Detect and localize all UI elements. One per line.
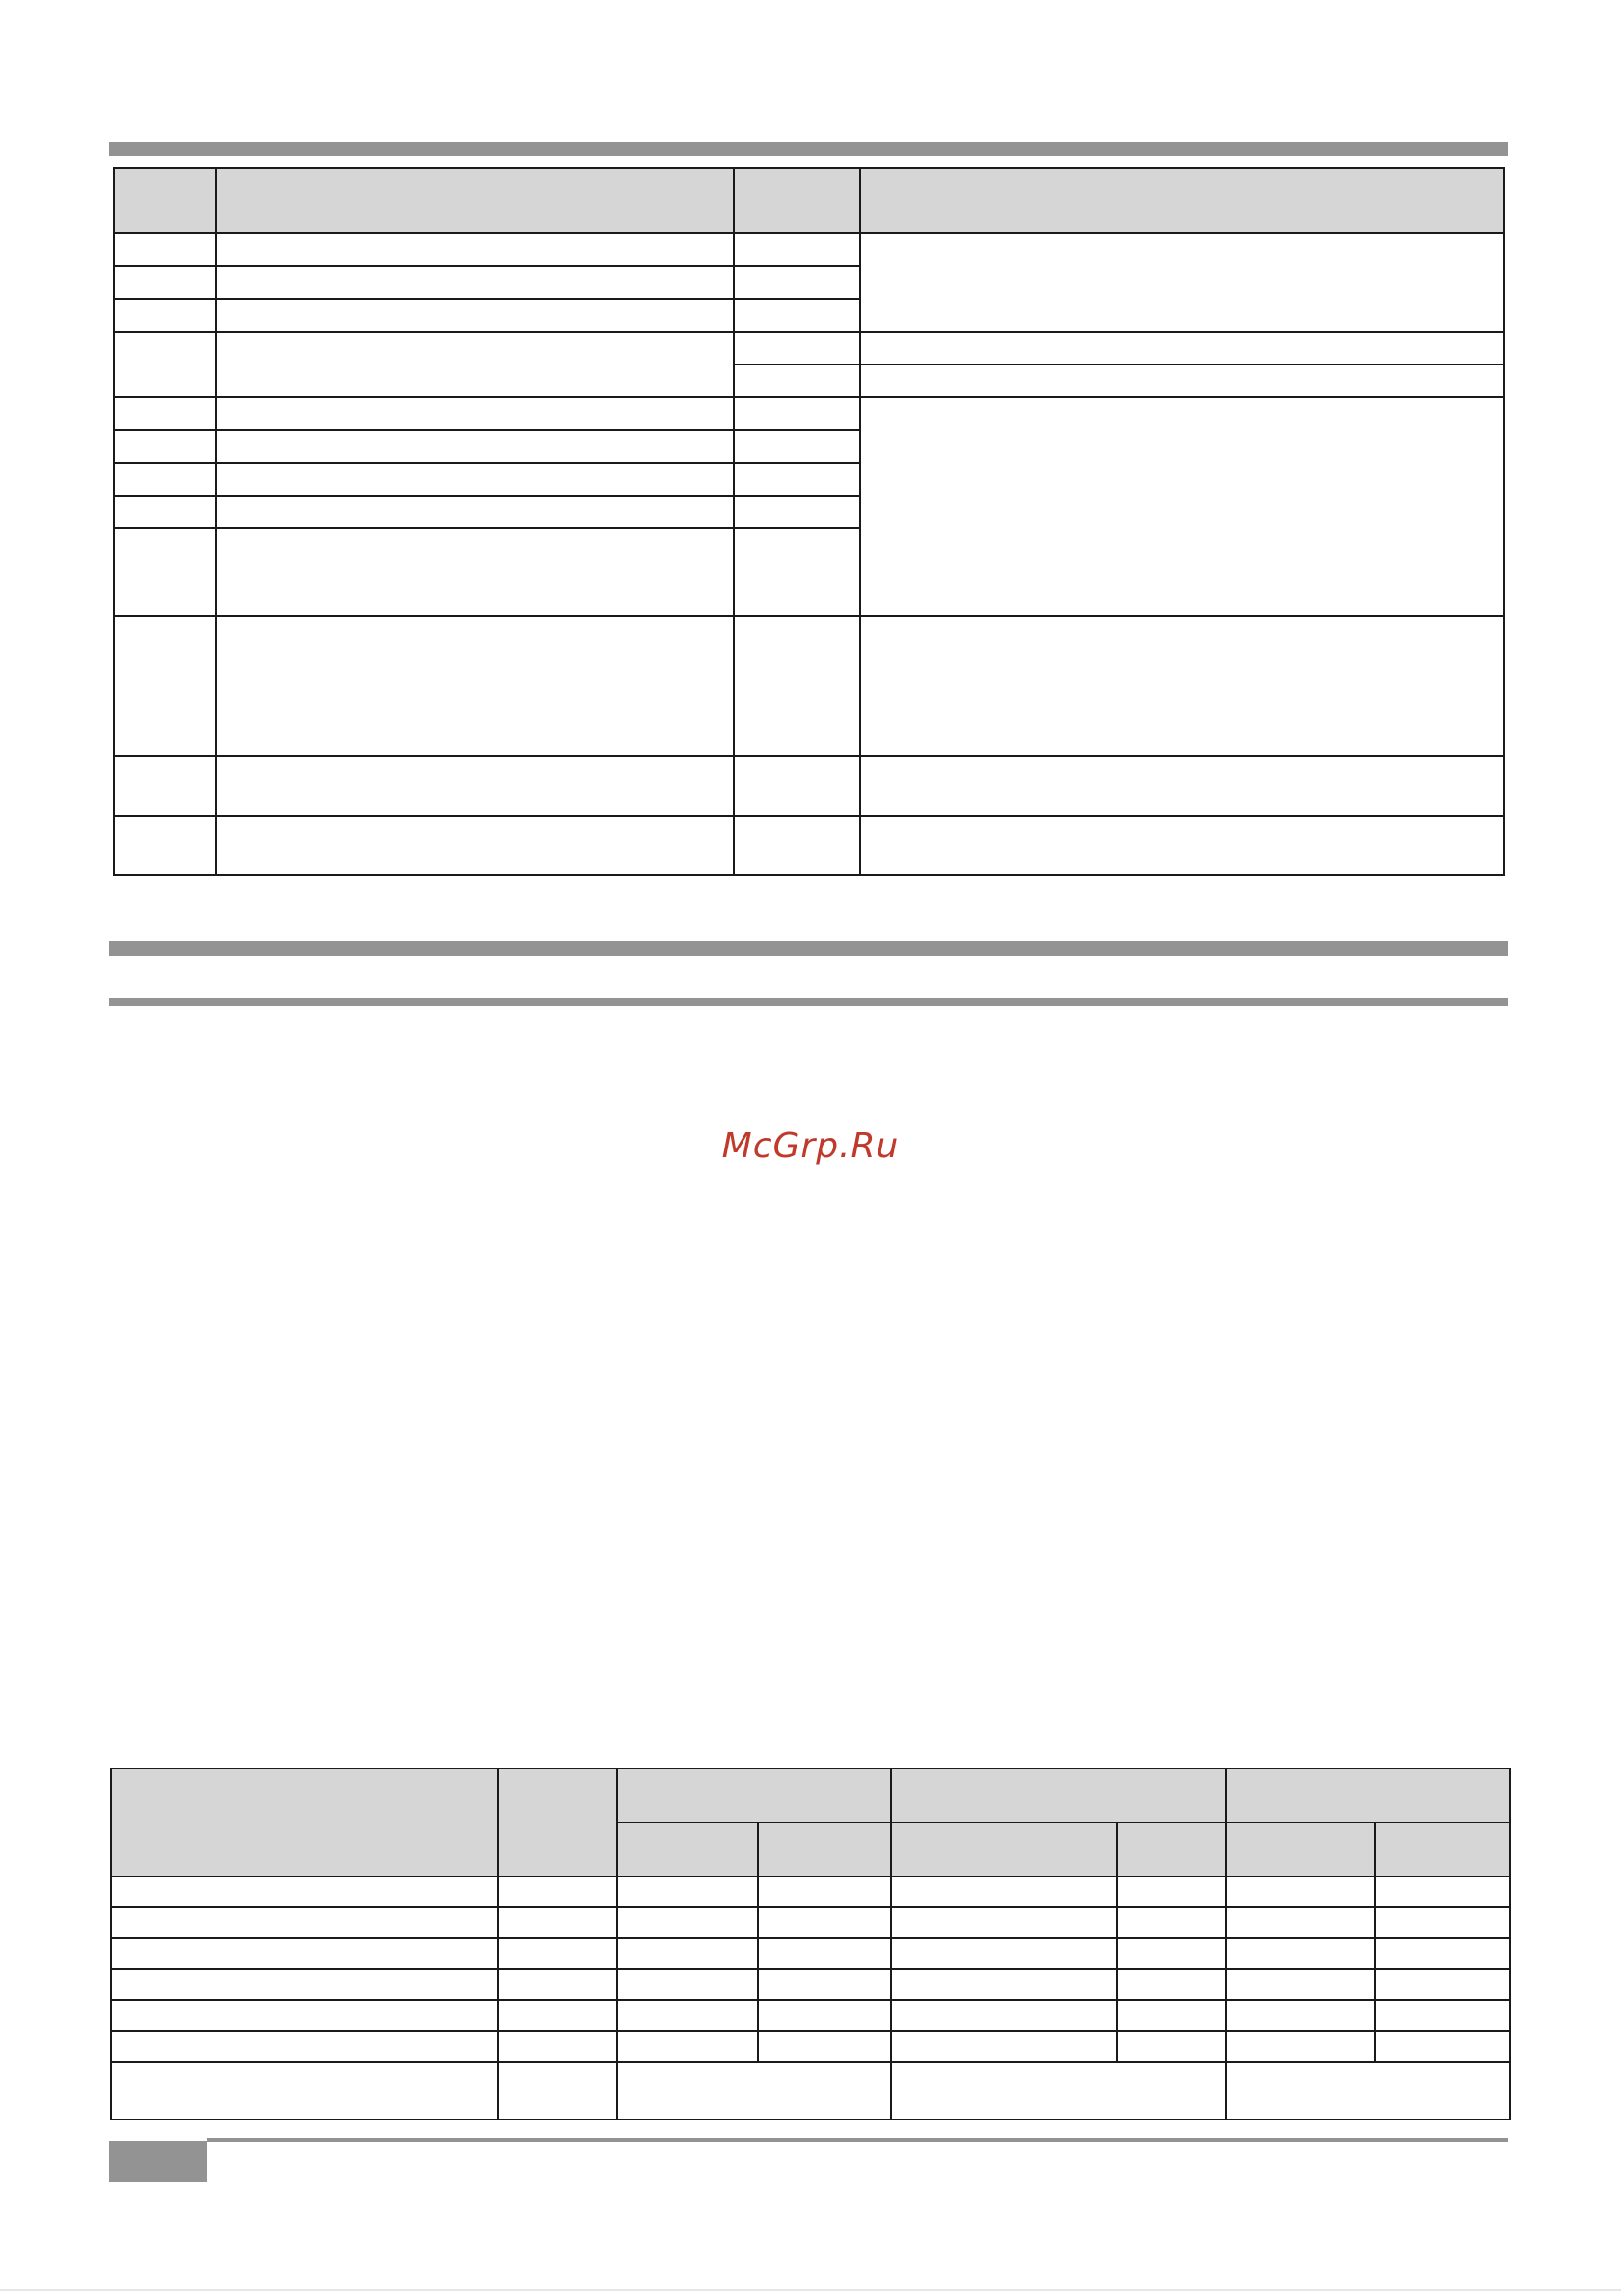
table-cell [1117,1938,1226,1969]
header-cell [1226,1823,1375,1877]
footer-rule [207,2138,1508,2142]
table-cell [1375,2031,1510,2062]
table-cell [1226,2062,1510,2120]
section-rule-lower [109,998,1508,1006]
table-cell [617,1907,758,1938]
scan-edge [0,2289,1621,2291]
spec-table-bottom [110,1768,1511,2120]
table-cell [758,1877,891,1907]
page-number-tab [109,2141,207,2182]
table-cell [617,2000,758,2031]
table-cell [860,332,1504,365]
table-cell [114,496,216,528]
table-cell [1375,1877,1510,1907]
table-cell [114,430,216,463]
table-cell [734,266,860,299]
header-cell [1226,1769,1510,1823]
table-cell [498,1877,617,1907]
table-cell [1117,2031,1226,2062]
header-cell [758,1823,891,1877]
table-cell [617,1938,758,1969]
header-cell [1375,1823,1510,1877]
table-cell [216,463,734,496]
table-cell [758,1969,891,2000]
table-cell [216,816,734,875]
table-cell [1226,1969,1375,2000]
table-cell [216,616,734,756]
table-cell [734,332,860,365]
table-cell [216,233,734,266]
table-cell [111,2062,498,2120]
table-cell [111,2000,498,2031]
header-cell [1117,1823,1226,1877]
table-cell [1226,2031,1375,2062]
table-cell [617,2031,758,2062]
table-cell [734,430,860,463]
section-rule-upper [109,941,1508,956]
table-cell [891,1969,1117,2000]
table-cell [114,332,216,397]
table-cell [1226,1907,1375,1938]
table-cell [734,756,860,816]
table-cell [1375,1907,1510,1938]
table-cell [111,1938,498,1969]
table-cell [114,616,216,756]
table-cell [216,528,734,616]
table-cell [498,1938,617,1969]
table-cell [114,756,216,816]
table-cell [758,2000,891,2031]
table-cell [1375,2000,1510,2031]
table-cell [860,233,1504,332]
table-cell [734,616,860,756]
table-cell [734,496,860,528]
table-cell [1375,1969,1510,2000]
header-cell [860,168,1504,233]
table-cell [734,365,860,397]
table-cell [758,2031,891,2062]
table-cell [891,2062,1226,2120]
table-cell [734,299,860,332]
table-cell [216,266,734,299]
table-cell [758,1938,891,1969]
table-cell [891,2000,1117,2031]
table-cell [1117,1907,1226,1938]
table-cell [111,2031,498,2062]
header-cell [114,168,216,233]
table-cell [114,299,216,332]
table-cell [860,397,1504,616]
table-cell [734,463,860,496]
table-cell [1117,1877,1226,1907]
header-cell [216,168,734,233]
table-cell [734,397,860,430]
table-cell [498,1907,617,1938]
header-cell [734,168,860,233]
table-cell [114,816,216,875]
table-cell [734,528,860,616]
header-cell [617,1823,758,1877]
table-cell [617,1877,758,1907]
table-cell [617,2062,891,2120]
table-cell [891,1877,1117,1907]
header-cell [617,1769,891,1823]
table-cell [498,2062,617,2120]
table-cell [860,365,1504,397]
table-cell [114,266,216,299]
table-cell [734,233,860,266]
header-cell [498,1769,617,1877]
section-rule-top [109,142,1508,156]
table-cell [860,816,1504,875]
table-cell [216,756,734,816]
table-cell [891,1907,1117,1938]
table-cell [1226,1877,1375,1907]
watermark: McGrp.Ru [721,1126,900,1166]
table-cell [114,528,216,616]
table-cell [216,332,734,397]
header-cell [891,1823,1117,1877]
table-cell [114,463,216,496]
header-cell [891,1769,1226,1823]
table-cell [114,233,216,266]
table-cell [216,397,734,430]
table-cell [860,756,1504,816]
table-cell [114,397,216,430]
table-cell [216,496,734,528]
table-cell [1375,1938,1510,1969]
table-cell [498,2000,617,2031]
spec-table-top [113,167,1505,876]
table-cell [1226,1938,1375,1969]
table-cell [111,1877,498,1907]
table-cell [860,616,1504,756]
table-cell [498,2031,617,2062]
table-cell [111,1969,498,2000]
table-cell [617,1969,758,2000]
table-cell [216,430,734,463]
table-cell [891,2031,1117,2062]
table-cell [734,816,860,875]
table-cell [216,299,734,332]
table-cell [1117,2000,1226,2031]
table-cell [1226,2000,1375,2031]
table-cell [891,1938,1117,1969]
table-cell [498,1969,617,2000]
header-cell [111,1769,498,1877]
table-cell [1117,1969,1226,2000]
table-cell [758,1907,891,1938]
table-cell [111,1907,498,1938]
